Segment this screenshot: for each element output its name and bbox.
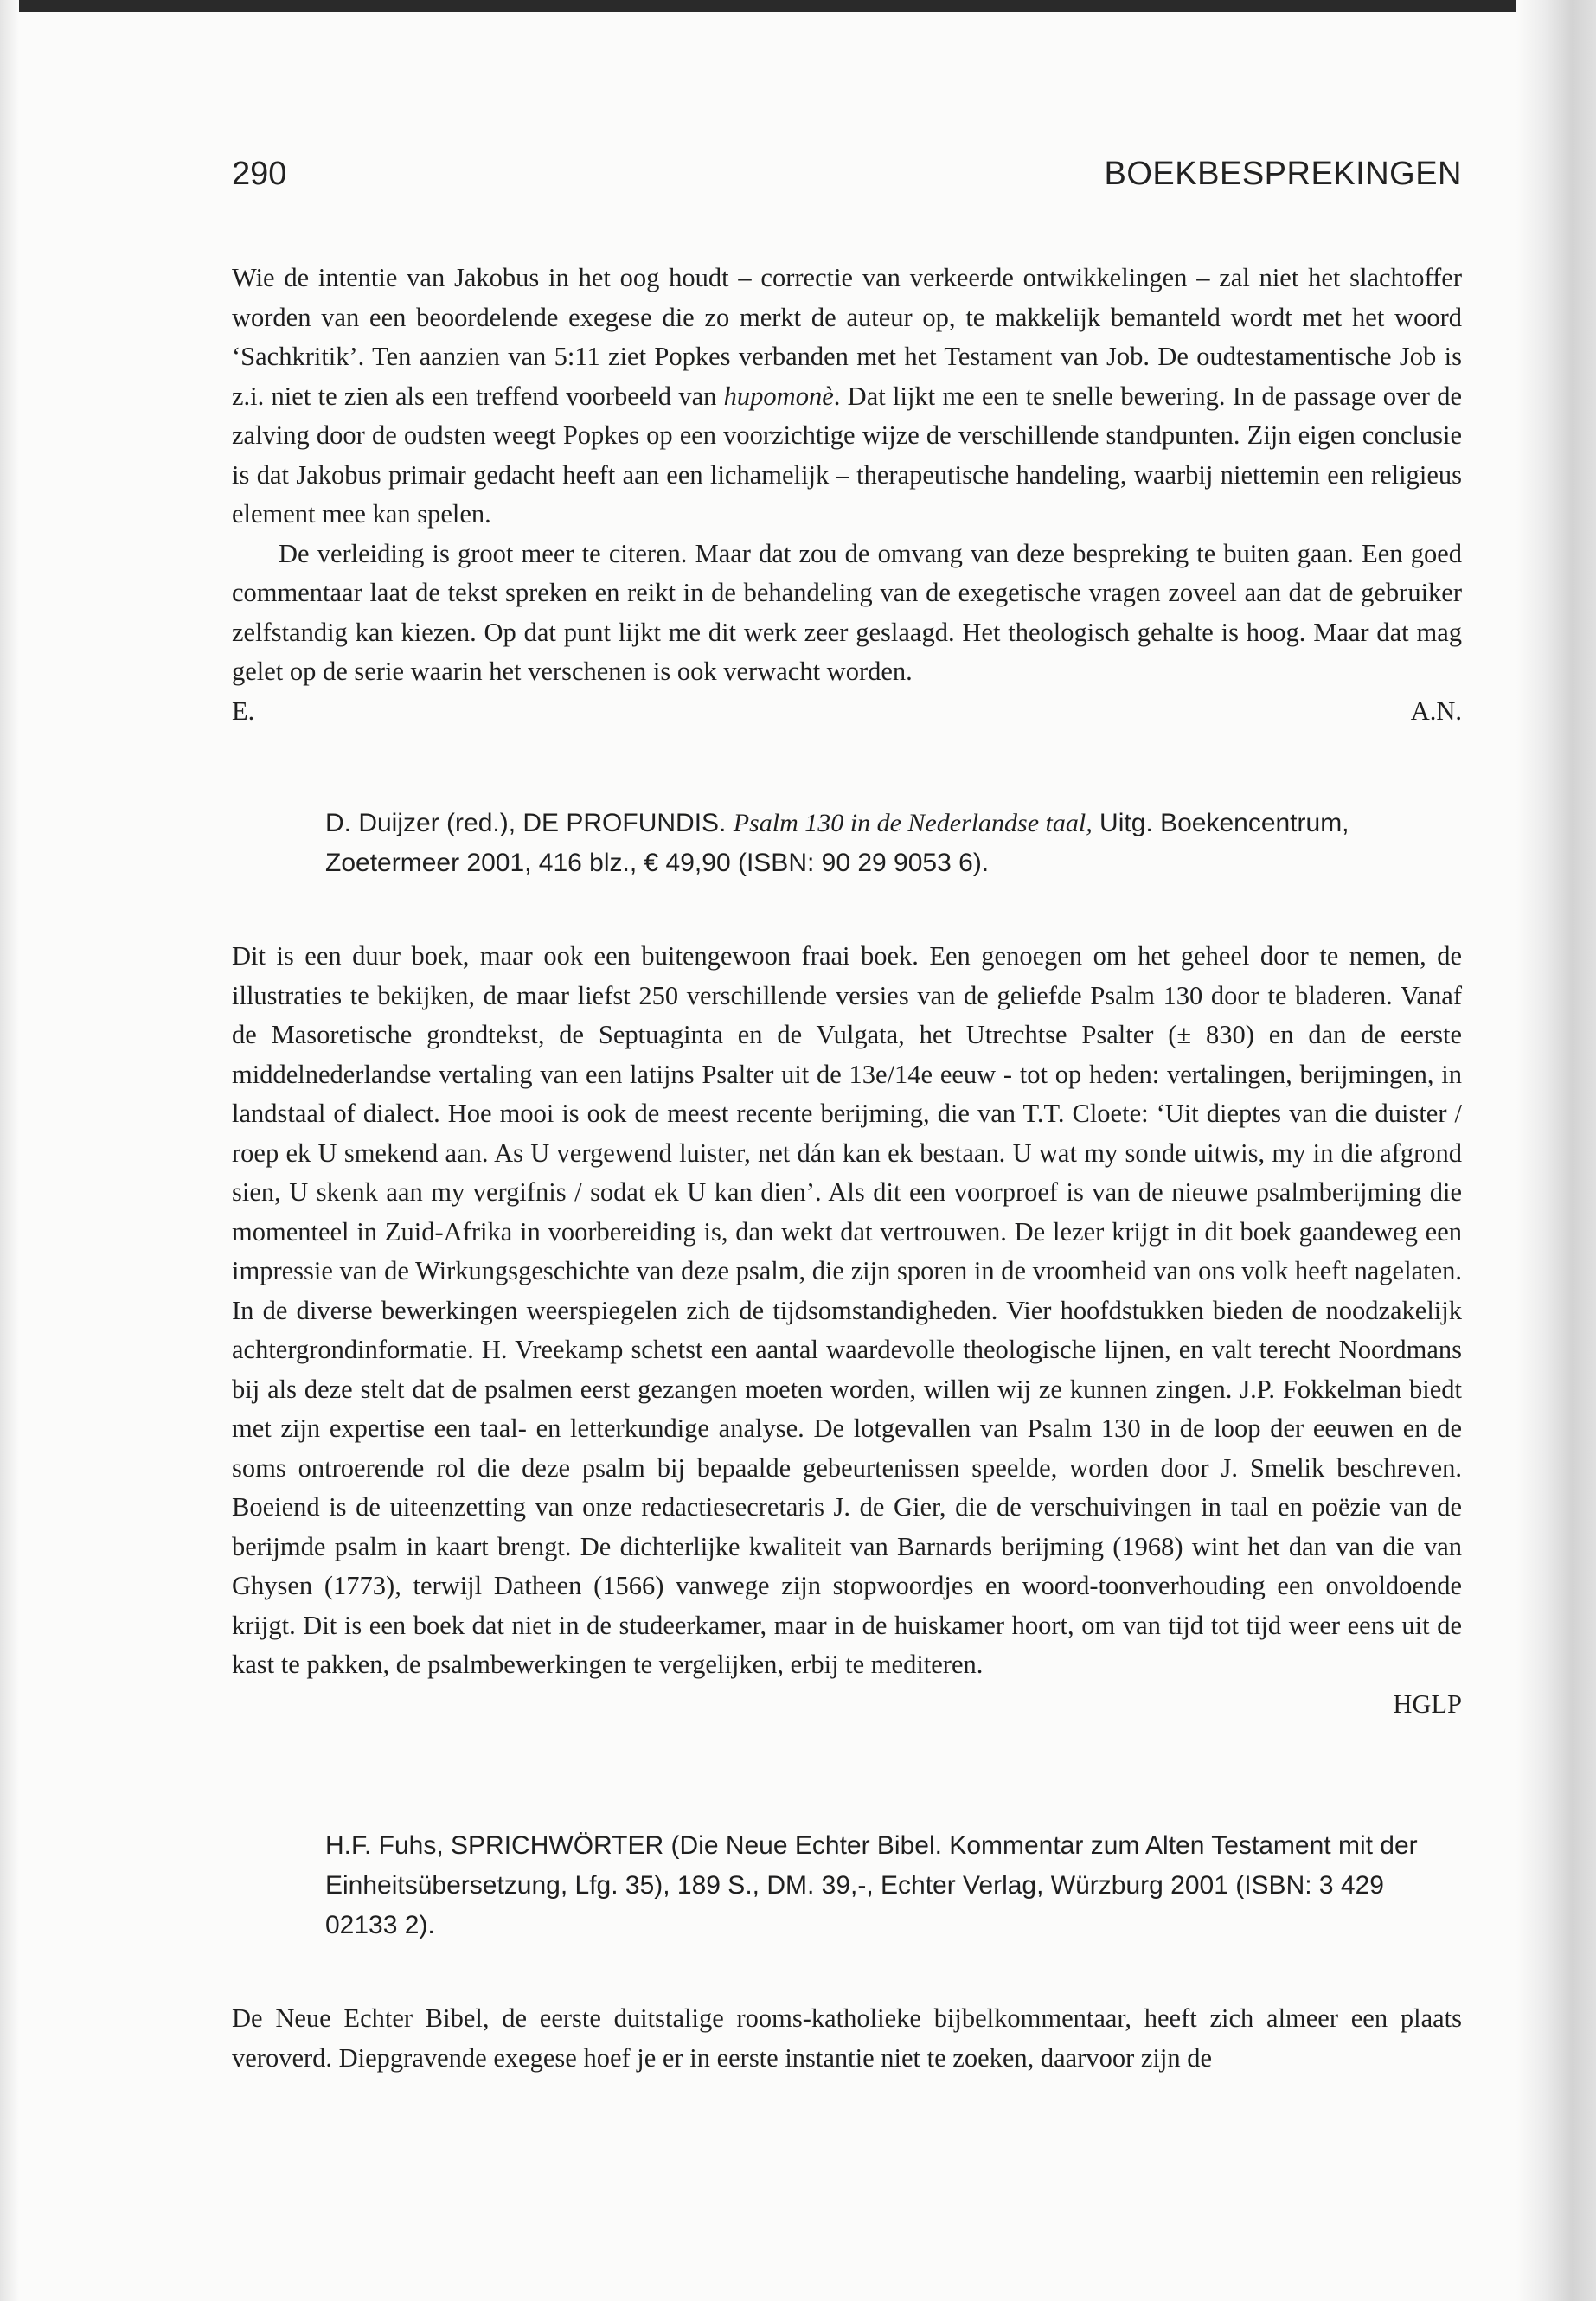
book-gutter-edge	[1516, 0, 1596, 2301]
bib-author: D. Duijzer (red.), DE PROFUNDIS.	[325, 809, 727, 837]
review-de-profundis	[232, 804, 1462, 1724]
review-body: De Neue Echter Bibel, de eerste duitstalige rooms-katholieke bijbelkommentaar, heeft zich almeer een plaats veroverd. Diepgravende exegese hoef je er in eerste instantie niet te zoeken, daarvoor zijn de	[232, 2003, 1462, 2073]
section-title: BOEKBESPREKINGEN	[1104, 156, 1462, 192]
paragraph-text: Wie de intentie van Jakobus in het oog houdt – correctie van verkeerde ontwikkelingen – zal niet het slachtoffer worden van een beoordelende exegese die zo merkt de auteur op, te makkelijk bemanteld wordt met het woord ‘Sachkritik’. Ten aanzien van 5:11 ziet Popkes verbanden met het Testament van Job. De oudtestamentische Job is z.i. niet te zien als een treffend voorbeeld van	[232, 263, 1462, 411]
review-paragraph	[232, 259, 1462, 535]
reviewer-signature: A.N.	[1410, 695, 1462, 726]
bibliographic-entry	[325, 804, 1462, 883]
paragraph-text: . Dat lijkt me een te snelle bewering. In de passage over de zalving door de oudsten weegt Popkes op een voorzichtige wijze de verschillende standpunten. Zijn eigen conclusie is dat Jakobus primair gedacht heeft aan een lichamelijk – therapeutische handeling, waarbij niettemin een religieus element mee kan spelen.	[232, 381, 1463, 529]
book-page	[232, 156, 1462, 2078]
review-jakobus	[232, 259, 1462, 731]
italic-term: hupomonè	[723, 381, 834, 411]
review-sprichwoerter	[232, 1826, 1462, 2078]
review-paragraph: De verleiding is groot meer te citeren. Maar dat zou de omvang van deze bespreking te buiten gaan. Een goed commentaar laat de tekst spreken en reikt in de behandeling van de exegetische vragen zoveel aan dat de gebruiker zelfstandig kan kiezen. Op dat punt lijkt me dit werk zeer geslaagd. Het theologisch gehalte is hoog. Maar dat mag gelet op de serie waarin het verschenen is ook verwacht worden.	[232, 538, 1462, 686]
scan-top-border	[0, 0, 1596, 12]
bib-publisher: Uitg. Boekencentrum,	[1099, 809, 1349, 837]
signature-left: E.	[232, 695, 255, 726]
bib-details: Zoetermeer 2001, 416 blz., € 49,90 (ISBN: 90 29 9053 6).	[325, 849, 990, 877]
scan-left-shadow	[0, 0, 19, 2301]
running-head	[232, 156, 1462, 193]
reviewer-signature: HGLP	[1393, 1689, 1462, 1719]
bib-title: Psalm 130 in de Nederlandse taal,	[733, 809, 1093, 837]
page-number: 290	[232, 156, 287, 192]
review-body: Dit is een duur boek, maar ook een buitengewoon fraai boek. Een genoegen om het geheel door te nemen, de illustraties te bekijken, de maar liefst 250 verschillende versies van de geliefde Psalm 130 door te bladeren. Vanaf de Masoretische grondtekst, de Septuaginta en de Vulgata, het Utrechtse Psalter (± 830) en dan de eerste middelnederlandse vertaling van een latijns Psalter uit de 13e/14e eeuw - tot op heden: vertalingen, berijmingen, in landstaal of dialect. Hoe mooi is ook de meest recente berijming, die van T.T. Cloete: ‘Uit dieptes van die duister / roep ek U smekend aan. As U vergewend luister, net dán kan ek bestaan. U wat my sonde uitwis, my in die afgrond sien, U skenk aan my vergifnis / sodat ek U kan dien’. Als dit een voorproef is van de nieuwe psalmberijming die momenteel in Zuid-Afrika in voorbereiding is, dan wekt dat vertrouwen. De lezer krijgt in dit boek gaandeweg een impressie van de Wirkungsgeschichte van deze psalm, die zijn sporen in de vroomheid van ons volk heeft nagelaten. In de diverse bewerkingen weerspiegelen zich de tijdsomstandigheden. Vier hoofdstukken bieden de noodzakelijk achtergrondinformatie. H. Vreekamp schetst een aantal waardevolle theologische lijnen, en valt terecht Noordmans bij als deze stelt dat de psalmen eerst gezangen moeten worden, willen wij ze kunnen zingen. J.P. Fokkelman biedt met zijn expertise een taal- en letterkundige analyse. De lotgevallen van Psalm 130 in de loop der eeuwen en de soms ontroerende rol die deze psalm bij bepaalde gebeurtenissen speelde, worden door J. Smelik beschreven. Boeiend is de uiteenzetting van onze redactiesecretaris J. de Gier, die de verschuivingen in taal en poëzie van de berijmde psalm in kaart brengt. De dichterlijke kwaliteit van Barnards berijming (1968) wint het dan van die van Ghysen (1773), terwijl Datheen (1566) vanwege zijn stopwoordjes en woord-toonverhouding een onvoldoende krijgt. Dit is een boek dat niet in de studeerkamer, maar in de huiskamer hoort, om van tijd tot tijd weer eens uit de kast te pakken, de psalmbewerkingen te vergelijken, erbij te mediteren.	[232, 941, 1462, 1679]
bibliographic-entry: H.F. Fuhs, SPRICHWÖRTER (Die Neue Echter Bibel. Kommentar zum Alten Testament mit der Einheitsübersetzung, Lfg. 35), 189 S., DM. 39,-, Echter Verlag, Würzburg 2001 (ISBN: 3 429 02133 2).	[325, 1831, 1418, 1939]
signature-row	[232, 692, 1462, 732]
